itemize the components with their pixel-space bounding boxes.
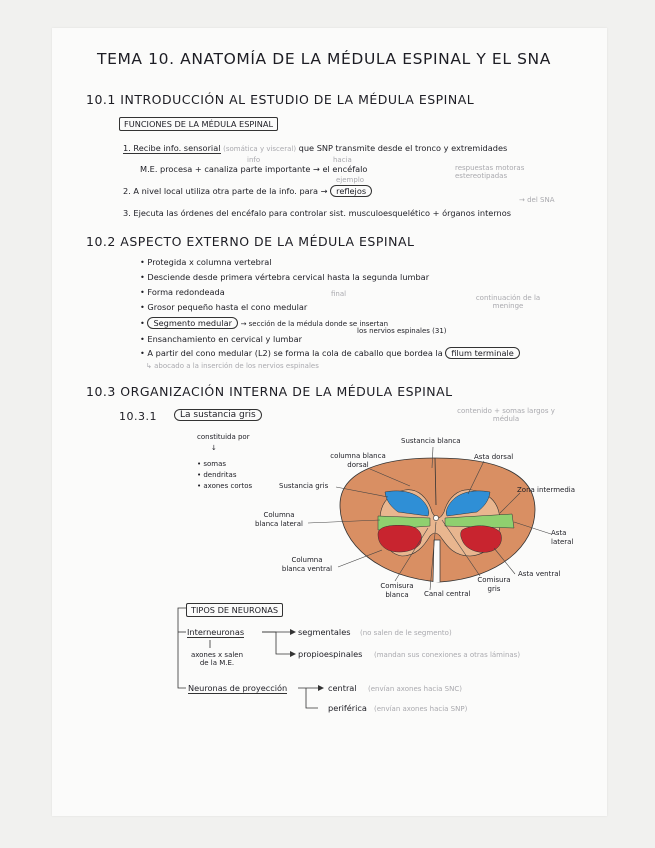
- note-info: info: [247, 156, 261, 164]
- segmento-medular-desc-2: los nervios espinales (31): [357, 327, 447, 335]
- note-respuestas: respuestas motoras estereotipadas: [455, 164, 525, 180]
- proyeccion-label: Neuronas de proyección: [188, 683, 288, 693]
- bullet-ensanchamiento: • Ensanchamiento en cervical y lumbar: [140, 334, 302, 344]
- note-abocado: ↳ abocado a la inserción de los nervios espinales: [146, 362, 319, 370]
- page-title: TEMA 10. ANATOMÍA DE LA MÉDULA ESPINAL Y EL SNA: [97, 50, 551, 68]
- funcion-1-procesa-arrow: → el encéfalo: [313, 164, 368, 174]
- label-asta-dorsal: Asta dorsal: [474, 453, 514, 461]
- bullet-cono-text: • A partir del cono medular (L2) se forma la cola de caballo que bordea la: [140, 348, 443, 358]
- central-label: central: [328, 683, 357, 693]
- periferica-label: periférica: [328, 703, 367, 713]
- constituida-por: constituida por: [197, 433, 250, 441]
- label-sustancia-blanca: Sustancia blanca: [401, 437, 461, 445]
- note-hacia: hacia: [333, 156, 352, 164]
- label-canal-central: Canal central: [424, 590, 471, 598]
- segmento-medular-oval: Segmento medular: [147, 317, 238, 329]
- funcion-2-arrow: →: [320, 186, 328, 196]
- funcion-1-label: 1. Recibe info. sensorial: [123, 143, 221, 153]
- bullet-protegida: • Protegida x columna vertebral: [140, 257, 272, 267]
- propioespinales-note: (mandan sus conexiones a otras láminas): [374, 651, 521, 659]
- label-columna-ventral: Columna blanca ventral: [281, 556, 333, 573]
- segmento-medular-desc: → sección de la médula donde se insertan: [240, 320, 389, 328]
- section-10-1-heading: 10.1 INTRODUCCIÓN AL ESTUDIO DE LA MÉDULA ESPINAL: [86, 92, 475, 107]
- subsection-number: 10.3.1: [119, 410, 157, 423]
- funcion-1-procesa-text: M.E. procesa + canaliza parte importante: [140, 164, 311, 174]
- filum-terminale-oval: filum terminale: [445, 347, 519, 359]
- label-zona-intermedia: Zona intermedia: [517, 486, 576, 494]
- bullet-forma: • Forma redondeada: [140, 287, 225, 297]
- funciones-box: FUNCIONES DE LA MÉDULA ESPINAL: [119, 117, 278, 131]
- bullet-segmento: • Segmento medular → sección de la médula donde se insertan: [140, 318, 389, 328]
- comp-dendritas: • dendritas: [197, 471, 237, 479]
- segmentales-note: (no salen de le segmento): [360, 629, 452, 637]
- funcion-1-rest: que SNP transmite desde el tronco y extremidades: [298, 143, 508, 153]
- segmentales-label: segmentales: [298, 627, 351, 637]
- note-final: final: [331, 290, 347, 298]
- label-comisura-gris: Comisura gris: [477, 576, 511, 593]
- reflejos-oval: reflejos: [330, 185, 372, 197]
- note-sna: → del SNA: [519, 196, 555, 204]
- funcion-3: 3. Ejecuta las órdenes del encéfalo para controlar sist. musculoesquelético + órganos internos: [123, 208, 512, 218]
- note-contenido: contenido + somas largos y médula: [457, 407, 555, 423]
- funcion-1-grey: (somática y visceral): [223, 145, 297, 153]
- periferica-note: (envían axones hacia SNP): [374, 705, 468, 713]
- tipos-neuronas-box: TIPOS DE NEURONAS: [186, 603, 283, 617]
- section-10-3-heading: 10.3 ORGANIZACIÓN INTERNA DE LA MÉDULA ESPINAL: [86, 384, 453, 399]
- label-columna-dorsal: columna blanca dorsal: [330, 452, 386, 469]
- label-asta-ventral: Asta ventral: [518, 570, 561, 578]
- comp-axones: • axones cortos: [197, 482, 253, 490]
- central-note: (envían axones hacia SNC): [368, 685, 462, 693]
- label-sustancia-gris: Sustancia gris: [279, 482, 329, 490]
- label-asta-lateral: Asta lateral: [551, 529, 574, 546]
- comp-somas: • somas: [197, 460, 227, 468]
- interneuronas-label: Interneuronas: [187, 627, 245, 637]
- label-comisura-blanca: Comisura blanca: [380, 582, 414, 599]
- arrow-down: ↓: [211, 444, 217, 452]
- funcion-2-text: 2. A nivel local utiliza otra parte de la info. para: [123, 186, 319, 196]
- propioespinales-label: propioespinales: [298, 649, 363, 659]
- note-ejemplo: ejemplo: [336, 176, 365, 184]
- section-10-2-heading: 10.2 ASPECTO EXTERNO DE LA MÉDULA ESPINAL: [86, 234, 415, 249]
- bullet-grosor: • Grosor pequeño hasta el cono medular: [140, 302, 308, 312]
- label-columna-lateral: Columna blanca lateral: [255, 511, 303, 528]
- interneuronas-note: axones x salen de la M.E.: [190, 651, 244, 667]
- note-continuacion: continuación de la meninge: [475, 294, 541, 310]
- bullet-desciende: • Desciende desde primera vértebra cervical hasta la segunda lumbar: [140, 272, 430, 282]
- sustancia-gris-oval: La sustancia gris: [174, 409, 262, 421]
